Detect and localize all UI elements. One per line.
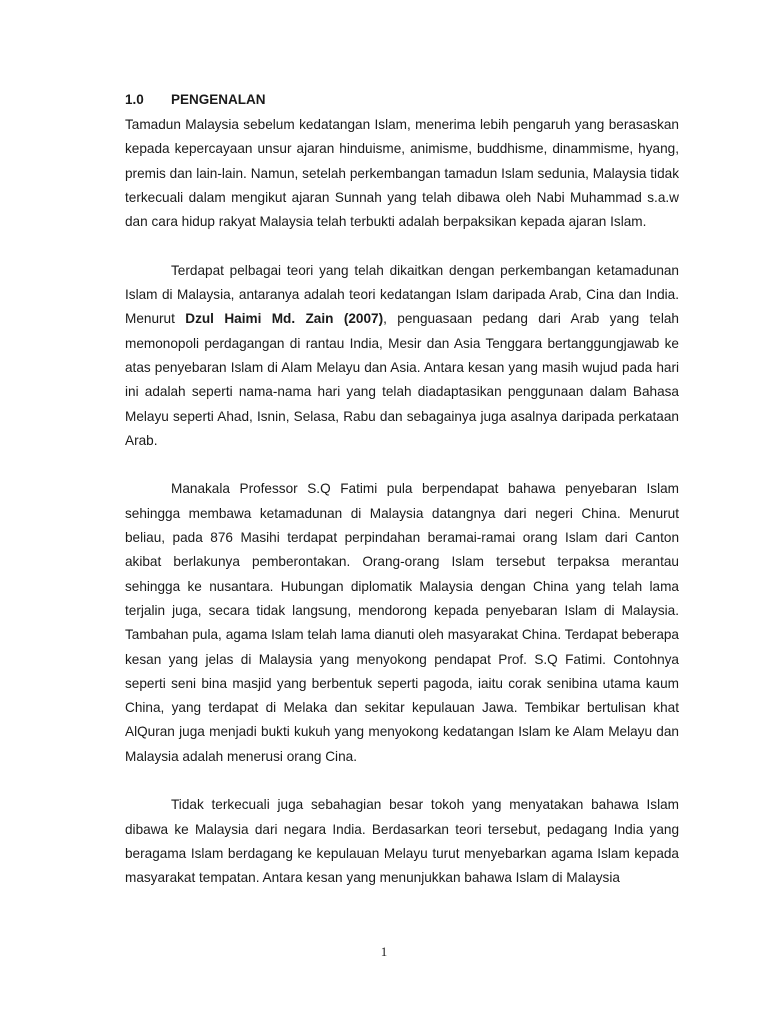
paragraph-2-text-after: , penguasaan pedang dari Arab yang telah memonopoli perdagangan di rantau India, Mesir dan Asia Tenggara bertanggungjawab ke atas penyebaran Islam di Alam Melayu dan Asia. Antara kesan yang masih wujud pada hari ini adalah seperti nama-nama hari yang telah diadaptasikan penggunaan dalam Bahasa Melayu seperti Ahad, Isnin, Selasa, Rabu dan sebagainya juga asalnya daripada perkataan Arab. <box>125 311 679 448</box>
section-heading <box>125 92 266 107</box>
paragraph-3 <box>125 477 679 769</box>
paragraph-4 <box>125 793 679 890</box>
paragraph-2-text-before: Terdapat pelbagai teori yang telah dikaitkan dengan perkembangan ketamadunan Islam di Malaysia, antaranya adalah teori kedatangan Islam daripada Arab, Cina dan India. Menurut <box>125 262 679 327</box>
citation-author: Dzul Haimi Md. Zain (2007) <box>185 311 384 327</box>
page-number: 1 <box>380 944 388 959</box>
paragraph-4-text: Tidak terkecuali juga sebahagian besar tokoh yang menyatakan bahawa Islam dibawa ke Malaysia dari negara India. Berdasarkan teori tersebut, pedagang India yang beragama Islam berdagang ke kepulauan Melayu turut menyebarkan agama Islam kepada masyarakat tempatan. Antara kesan yang menunjukkan bahawa Islam di Malaysia <box>125 797 679 886</box>
paragraph-3-text: Manakala Professor S.Q Fatimi pula berpendapat bahawa penyebaran Islam sehingga membawa ketamadunan di Malaysia datangnya dari negeri China. Menurut beliau, pada 876 Masihi terdapat perpindahan beramai-ramai orang Islam dari Canton akibat berlakunya pemberontakan. Orang-orang Islam tersebut terpaksa merantau sehingga ke nusantara. Hubungan diplomatik Malaysia dengan China yang telah lama terjalin juga, secara tidak langsung, mendorong kepada penyebaran Islam di Malaysia. Tambahan pula, agama Islam telah lama dianuti oleh masyarakat China. Terdapat beberapa kesan yang jelas di Malaysia yang menyokong pendapat Prof. S.Q Fatimi. Contohnya seperti seni bina masjid yang berbentuk seperti pagoda, iaitu corak senibina utama kaum China, yang terdapat di Melaka dan sekitar kepulauan Jawa. Tembikar bertulisan khat AlQuran juga menjadi bukti kukuh yang menyokong kedatangan Islam ke Alam Melayu dan Malaysia adalah menerusi orang Cina. <box>125 481 679 764</box>
section-number: 1.0 <box>125 92 144 107</box>
paragraph-1-text: Tamadun Malaysia sebelum kedatangan Islam, menerima lebih pengaruh yang berasaskan kepada kepercayaan unsur ajaran hinduisme, animisme, buddhisme, dinammisme, hyang, premis dan lain-lain. Namun, setelah perkembangan tamadun Islam sedunia, Malaysia tidak terkecuali dalam mengikut ajaran Sunnah yang telah dibawa oleh Nabi Muhammad s.a.w dan cara hidup rakyat Malaysia telah terbukti adalah berpaksikan kepada ajaran Islam. <box>125 117 679 230</box>
paragraph-1 <box>125 113 679 234</box>
paragraph-2 <box>125 259 679 453</box>
body-text <box>125 113 679 891</box>
section-title: PENGENALAN <box>171 92 266 107</box>
